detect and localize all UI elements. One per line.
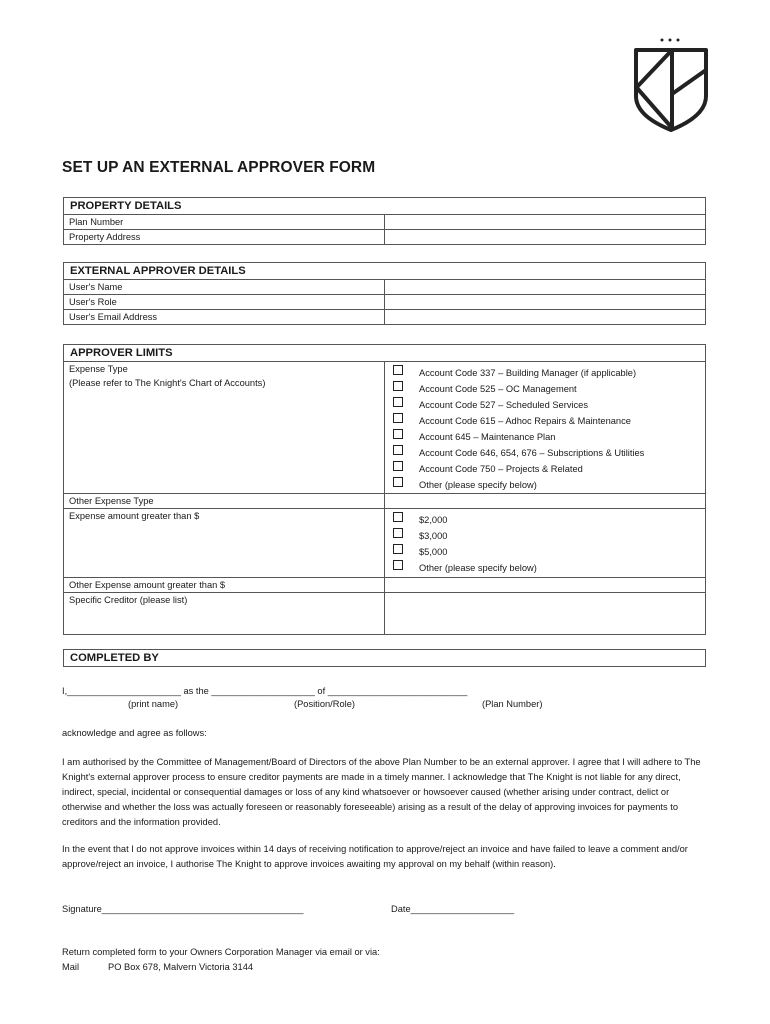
plan-number-label: Plan Number xyxy=(64,215,385,230)
users-name-label: User's Name xyxy=(64,280,385,295)
checkbox[interactable] xyxy=(393,413,403,423)
users-role-field[interactable] xyxy=(385,295,706,310)
users-email-label: User's Email Address xyxy=(64,310,385,325)
expense-option[interactable]: Account Code 337 – Building Manager (if applicable) xyxy=(390,365,700,381)
checkbox[interactable] xyxy=(393,429,403,439)
expense-type-label: Expense Type xyxy=(69,364,128,374)
completed-by-table xyxy=(63,649,706,667)
amount-option[interactable]: Other (please specify below) xyxy=(390,560,700,576)
completed-by-heading: COMPLETED BY xyxy=(64,650,706,667)
expense-type-note: (Please refer to The Knight's Chart of Accounts) xyxy=(69,378,266,388)
plan-number-field[interactable] xyxy=(385,215,706,230)
users-name-field[interactable] xyxy=(385,280,706,295)
position-role-hint: (Position/Role) xyxy=(294,699,355,709)
expense-option[interactable]: Account Code 615 – Adhoc Repairs & Maintenance xyxy=(390,413,700,429)
checkbox[interactable] xyxy=(393,560,403,570)
property-address-label: Property Address xyxy=(64,230,385,245)
checkbox[interactable] xyxy=(393,477,403,487)
property-details-heading: PROPERTY DETAILS xyxy=(64,198,706,215)
checkbox[interactable] xyxy=(393,445,403,455)
checkbox[interactable] xyxy=(393,381,403,391)
acknowledge-text: acknowledge and agree as follows: xyxy=(62,728,207,738)
checkbox[interactable] xyxy=(393,544,403,554)
approver-limits-heading: APPROVER LIMITS xyxy=(64,345,706,362)
specific-creditor-label: Specific Creditor (please list) xyxy=(64,593,385,635)
knight-shield-logo-icon xyxy=(632,36,710,134)
mail-address: PO Box 678, Malvern Victoria 3144 xyxy=(108,962,254,972)
mail-label: Mail xyxy=(62,962,80,972)
other-expense-type-label: Other Expense Type xyxy=(64,494,385,509)
amount-option[interactable]: $5,000 xyxy=(390,544,700,560)
users-email-field[interactable] xyxy=(385,310,706,325)
expense-amount-label: Expense amount greater than $ xyxy=(64,509,385,578)
expense-option[interactable]: Account Code 750 – Projects & Related xyxy=(390,461,700,477)
expense-option[interactable]: Account Code 646, 654, 676 – Subscriptions & Utilities xyxy=(390,445,700,461)
amount-option[interactable]: $2,000 xyxy=(390,512,700,528)
expense-option[interactable]: Other (please specify below) xyxy=(390,477,700,493)
form-title: SET UP AN EXTERNAL APPROVER FORM xyxy=(62,159,376,176)
amount-options-cell xyxy=(385,509,706,578)
date-line[interactable]: Date____________________ xyxy=(391,904,515,914)
declaration-fill-line[interactable]: I,______________________ as the ____________________ of ___________________________ xyxy=(62,686,468,696)
property-address-field[interactable] xyxy=(385,230,706,245)
approver-limits-table xyxy=(63,344,706,635)
checkbox[interactable] xyxy=(393,365,403,375)
users-role-label: User's Role xyxy=(64,295,385,310)
amount-option[interactable]: $3,000 xyxy=(390,528,700,544)
expense-type-cell xyxy=(64,362,385,494)
return-instructions: Return completed form to your Owners Corporation Manager via email or via: xyxy=(62,947,380,957)
approval-paragraph: In the event that I do not approve invoices within 14 days of receiving notification to approve/reject an invoice and have failed to leave a comment and/or approve/reject an invoice, I authorise The Knight to approve invoices awaiting my approval on my behalf (within reason). xyxy=(62,844,688,869)
other-amount-field[interactable] xyxy=(385,578,706,593)
expense-option[interactable]: Account 645 – Maintenance Plan xyxy=(390,429,700,445)
plan-number-hint: (Plan Number) xyxy=(482,699,543,709)
other-amount-label: Other Expense amount greater than $ xyxy=(64,578,385,593)
print-name-hint: (print name) xyxy=(128,699,179,709)
checkbox[interactable] xyxy=(393,461,403,471)
expense-option[interactable]: Account Code 525 – OC Management xyxy=(390,381,700,397)
approver-details-heading: EXTERNAL APPROVER DETAILS xyxy=(64,263,706,280)
signature-line[interactable]: Signature_______________________________________ xyxy=(62,904,304,914)
checkbox[interactable] xyxy=(393,512,403,522)
checkbox[interactable] xyxy=(393,528,403,538)
authorisation-paragraph: I am authorised by the Committee of Management/Board of Directors of the above Plan Number to be an external approver. I agree that I will adhere to The Knight's external approver process to ensure creditor payments are made in a timely manner. I acknowledge that The Knight is not liable for any direct, indirect, special, incidental or consequential damages or loss of any kind whatsoever or howsoever caused (whether arising under contract, delict or otherwise and whether the loss was actually foreseen or reasonably foreseeable) arising as a result of the delay of approving invoices for payments to creditors and the information provided. xyxy=(62,757,701,827)
checkbox[interactable] xyxy=(393,397,403,407)
approver-details-table xyxy=(63,262,706,325)
other-expense-type-field[interactable] xyxy=(385,494,706,509)
expense-options-cell xyxy=(385,362,706,494)
expense-option[interactable]: Account Code 527 – Scheduled Services xyxy=(390,397,700,413)
property-details-table xyxy=(63,197,706,245)
specific-creditor-field[interactable] xyxy=(385,593,706,635)
